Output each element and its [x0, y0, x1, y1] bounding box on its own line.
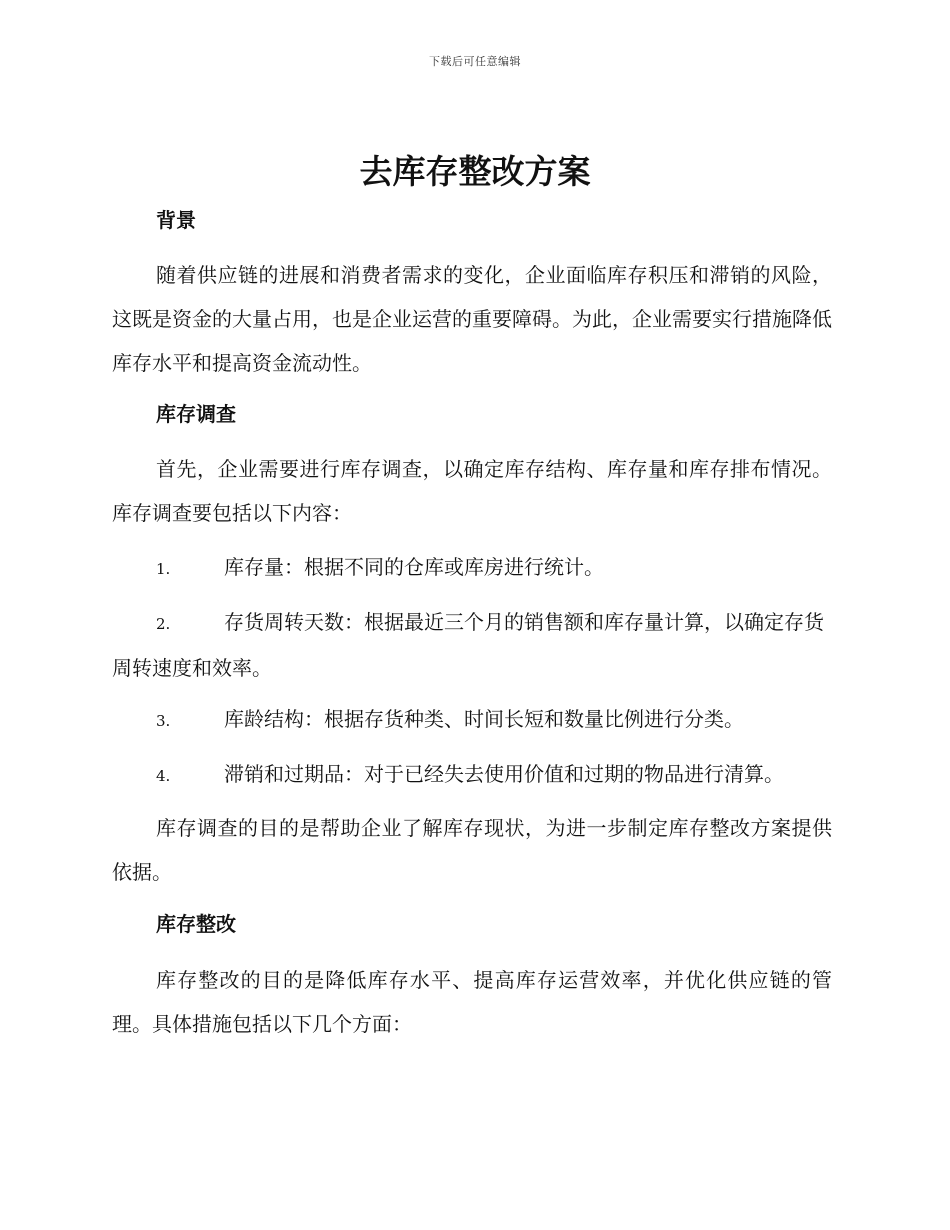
- list-item-text: 滞销和过期品：对于已经失去使用价值和过期的物品进行清算。: [224, 762, 784, 786]
- list-item-text: 库龄结构：根据存货种类、时间长短和数量比例进行分类。: [224, 707, 744, 731]
- survey-conclusion-paragraph: 库存调查的目的是帮助企业了解库存现状，为进一步制定库存整改方案提供依据。: [112, 816, 832, 884]
- list-item: [112, 600, 832, 690]
- list-item-text: 库存量：根据不同的仓库或库房进行统计。: [224, 555, 604, 579]
- survey-intro-paragraph: 首先，企业需要进行库存调查，以确定库存结构、库存量和库存排布情况。库存调查要包括以下内容：: [112, 457, 832, 525]
- header-note: 下载后可任意编辑: [429, 55, 521, 68]
- list-item-number: 2.: [156, 615, 171, 633]
- section-heading-rectification: 库存整改: [156, 912, 236, 936]
- list-item: [112, 545, 832, 591]
- background-paragraph: 随着供应链的进展和消费者需求的变化，企业面临库存积压和滞销的风险，这既是资金的大量占用，也是企业运营的重要障碍。为此，企业需要实行措施降低库存水平和提高资金流动性。: [112, 263, 832, 375]
- document-title: 去库存整改方案: [359, 152, 591, 191]
- section-heading-background: 背景: [156, 208, 196, 232]
- list-item-number: 4.: [156, 767, 171, 785]
- section-heading-survey: 库存调查: [156, 402, 236, 426]
- list-item-number: 3.: [156, 712, 171, 730]
- list-item: [112, 697, 832, 743]
- list-item: [112, 752, 832, 798]
- list-item-text: 存货周转天数：根据最近三个月的销售额和库存量计算，以确定存货周转速度和效率。: [112, 610, 824, 680]
- rectification-paragraph: 库存整改的目的是降低库存水平、提高库存运营效率，并优化供应链的管理。具体措施包括以下几个方面：: [112, 968, 832, 1036]
- list-item-number: 1.: [156, 560, 171, 578]
